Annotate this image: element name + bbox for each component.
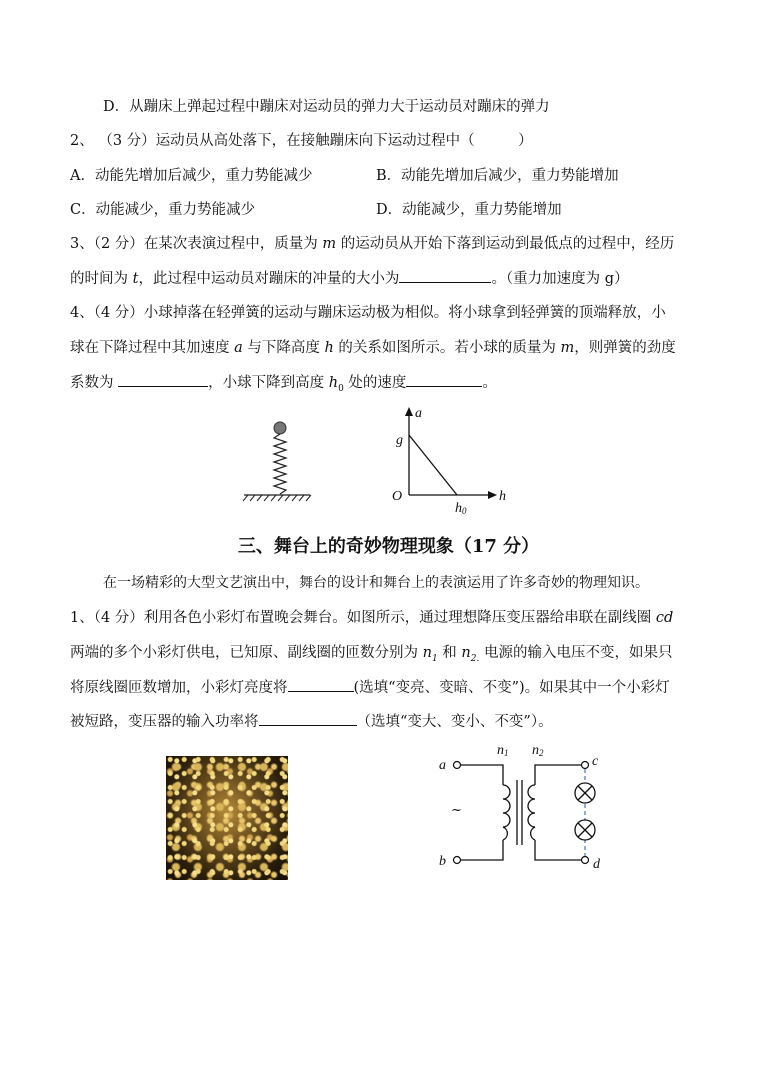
option-text: 从蹦床上弹起过程中蹦床对运动员的弹力大于运动员对蹦床的弹力 bbox=[129, 99, 550, 115]
q4-line-2: 球在下降过程中其加速度 a 与下降高度 h 的关系如图所示。若小球的质量为 m，则弹簧的劲度 bbox=[70, 340, 676, 356]
g-label: g bbox=[396, 433, 403, 448]
terminal-a-label: a bbox=[439, 758, 446, 773]
stage-lights-photo bbox=[166, 756, 288, 880]
terminal-c-label: c bbox=[592, 754, 599, 769]
secondary-coil bbox=[528, 785, 535, 840]
secondary-wire-bottom bbox=[535, 840, 581, 860]
q3-line-2: 的时间为 t，此过程中运动员对蹦床的冲量的大小为 。（重力加速度为 g） bbox=[70, 268, 629, 289]
a-h-line bbox=[409, 435, 457, 495]
section-3-title: 三、舞台上的奇妙物理现象（17 分） bbox=[237, 536, 540, 557]
s3q1-line-1: 1、（4 分）利用各色小彩灯布置晚会舞台。如图所示，通过理想降压变压器给串联在副线圈 cd bbox=[70, 610, 674, 626]
n2-label: n2 bbox=[532, 743, 544, 758]
y-axis-arrow bbox=[405, 407, 413, 416]
primary-wire-top bbox=[461, 765, 503, 785]
option-label: D． bbox=[103, 99, 130, 115]
primary-wire-bottom bbox=[461, 840, 503, 860]
q2-option-d: D．动能减少，重力势能增加 bbox=[376, 202, 562, 218]
q4-line-3: 系数为 ，小球下降到高度 $h_0$ 处的速度 。 bbox=[70, 372, 497, 399]
answer-blank[interactable] bbox=[399, 268, 491, 283]
q1-option-d bbox=[103, 97, 550, 117]
answer-blank[interactable] bbox=[259, 711, 357, 726]
q2-option-c: C．动能减少，重力势能减少 bbox=[70, 202, 256, 218]
ball bbox=[274, 422, 286, 434]
q2-option-b: B．动能先增加后减少，重力势能增加 bbox=[376, 168, 619, 184]
origin-label: O bbox=[392, 489, 403, 504]
x-axis-arrow bbox=[488, 491, 497, 499]
terminal-d bbox=[582, 857, 589, 864]
terminal-d-label: d bbox=[593, 857, 600, 872]
terminal-b-label: b bbox=[439, 854, 446, 869]
terminal-c bbox=[582, 762, 589, 769]
q2-option-a: A．动能先增加后减少，重力势能减少 bbox=[70, 168, 313, 184]
section-3-intro: 在一场精彩的大型文艺演出中，舞台的设计和舞台上的表演运用了许多奇妙的物理知识。 bbox=[103, 575, 649, 591]
q2-stem: 2、 （3 分）运动员从高处落下，在接触蹦床向下运动过程中（ ） bbox=[70, 133, 533, 149]
ac-symbol: ~ bbox=[451, 803, 462, 818]
answer-blank[interactable] bbox=[288, 677, 354, 692]
q4-line-1: 4、（4 分）小球掉落在轻弹簧的运动与蹦床运动极为相似。将小球拿到轻弹簧的顶端释放，小 bbox=[70, 305, 666, 321]
h0-label: h0 bbox=[455, 501, 467, 516]
primary-coil bbox=[503, 785, 510, 840]
s3q1-line-4: 被短路，变压器的输入功率将 （选填“变大、变小、不变”）。 bbox=[70, 711, 553, 732]
q3-line-1: 3、（2 分）在某次表演过程中，质量为 m 的运动员从开始下落到运动到最低点的过程中，经历 bbox=[70, 236, 675, 252]
answer-blank[interactable] bbox=[406, 372, 482, 387]
secondary-wire-top bbox=[535, 765, 581, 785]
answer-blank[interactable] bbox=[118, 372, 208, 387]
spring-ball-figure bbox=[238, 415, 318, 505]
a-h-graph bbox=[385, 405, 515, 515]
s3q1-line-3: 将原线圈匝数增加，小彩灯亮度将 (选填“变亮、变暗、不变”)。如果其中一个小彩灯 bbox=[70, 677, 670, 698]
spring-coil bbox=[274, 434, 286, 494]
x-axis-label: h bbox=[499, 489, 506, 504]
transformer-circuit bbox=[435, 740, 615, 875]
s3q1-line-2: 两端的多个小彩灯供电，已知原、副线圈的匝数分别为 $n_1$ 和 $n_{2.}$ 电源的输入电压不变，如果只 bbox=[70, 645, 673, 664]
lamp-icon bbox=[575, 783, 595, 803]
y-axis-label: a bbox=[415, 406, 422, 421]
terminal-b bbox=[454, 857, 461, 864]
terminal-a bbox=[454, 762, 461, 769]
ground-hatching bbox=[243, 495, 311, 501]
n1-label: n1 bbox=[497, 743, 509, 758]
lamp-icon bbox=[575, 820, 595, 840]
